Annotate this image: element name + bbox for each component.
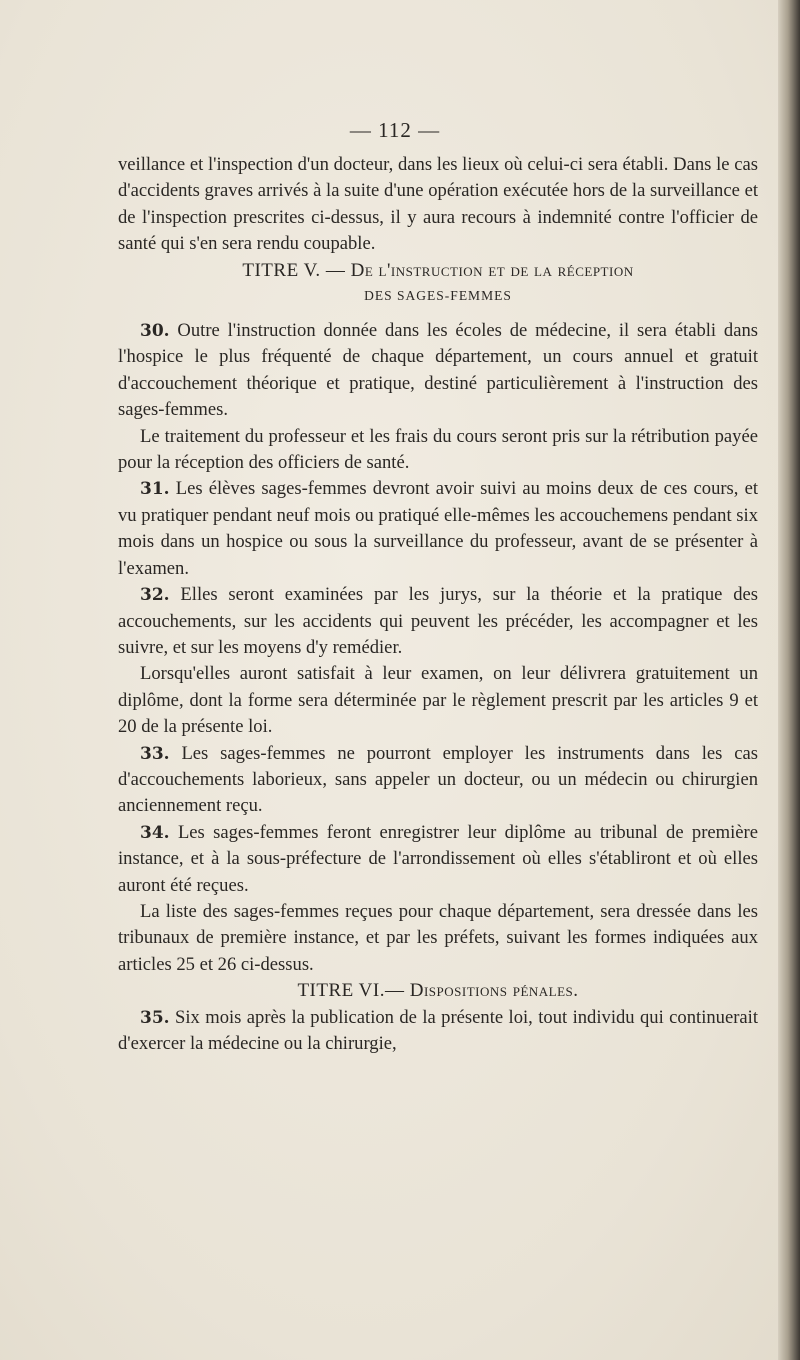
article-text: La liste des sages-femmes reçues pour chaque département, sera dressée dans les tribunaux de première instance, et par les préfets, suivant les formes indiquées aux articles 25 et 26 ci-dessus. bbox=[118, 900, 758, 975]
article-paragraph bbox=[118, 1005, 758, 1058]
article-number: 34. bbox=[140, 822, 170, 843]
article-paragraph bbox=[118, 582, 758, 661]
article-text: Outre l'instruction donnée dans les écoles de médecine, il sera établi dans l'hospice le plus fréquenté de chaque département, un cours annuel et gratuit d'accouchement théorique et pratique, destiné particulièrement à l'instruction des sages-femmes. bbox=[118, 320, 758, 421]
titre-v-subheading: DES SAGES-FEMMES bbox=[364, 288, 512, 304]
titre-vi-heading bbox=[118, 978, 758, 1004]
page-body bbox=[118, 152, 758, 1057]
article-text: Le traitement du professeur et les frais du cours seront pris sur la rétribution payée pour la réception des officiers de santé. bbox=[118, 425, 758, 474]
page-number: — 112 — bbox=[349, 118, 441, 142]
article-number: 31. bbox=[140, 479, 170, 500]
continuation-paragraph bbox=[118, 899, 758, 978]
titre-v-label: TITRE V. bbox=[242, 259, 321, 281]
article-number: 32. bbox=[140, 585, 170, 606]
continuation-paragraph bbox=[118, 424, 758, 477]
titre-v-title: — De l'instruction et de la réception bbox=[325, 259, 634, 281]
article-number: 33. bbox=[140, 743, 170, 764]
article-text: Elles seront examinées par les jurys, sur la théorie et la pratique des accouchements, sur les accidents qui peuvent les précéder, les accompagner et les suivre, et sur les moyens d'y remédier. bbox=[118, 584, 758, 658]
titre-vi-label: TITRE VI.— bbox=[297, 980, 405, 1002]
article-text: Lorsqu'elles auront satisfait à leur examen, on leur délivrera gratuitement un diplôme, dont la forme sera déterminée par le règlement prescrit par les articles 9 et 20 de la présente loi. bbox=[118, 663, 758, 738]
article-paragraph bbox=[118, 741, 758, 820]
titre-v-heading bbox=[118, 258, 758, 284]
book-spine-shadow bbox=[778, 0, 800, 1360]
continuation-paragraph bbox=[118, 661, 758, 740]
titre-vi-title: Dispositions pénales. bbox=[409, 980, 579, 1002]
opening-paragraph: veillance et l'inspection d'un docteur, dans les lieux où celui-ci sera établi. Dans le cas d'accidents graves arrivés à la suite d'une opération exécutée hors de la surveillance et de l'inspection prescrites ci-dessus, il y aura recours à indemnité contre l'officier de santé qui s'en sera rendu coupable. bbox=[118, 154, 758, 255]
article-text: Les sages-femmes feront enregistrer leur diplôme au tribunal de première instance, et à la sous-préfecture de l'arrondissement où elles s'établiront et où elles auront été reçues. bbox=[118, 821, 758, 896]
article-text: Les sages-femmes ne pourront employer les instruments dans les cas d'accouchements laborieux, sans appeler un docteur, ou un médecin ou chirurgien anciennement reçu. bbox=[118, 742, 758, 817]
article-text: Six mois après la publication de la présente loi, tout individu qui continuerait d'exercer la médecine ou la chirurgie, bbox=[118, 1006, 758, 1054]
titre-v-articles bbox=[118, 318, 758, 978]
article-paragraph bbox=[118, 318, 758, 424]
article-number: 30. bbox=[140, 321, 170, 342]
article-paragraph bbox=[118, 820, 758, 899]
article-number: 35. bbox=[140, 1007, 170, 1028]
article-text: Les élèves sages-femmes devront avoir suivi au moins deux de ces cours, et vu pratiquer pendant neuf mois ou pratiqué elle-mêmes les accouchemens pendant six mois dans un hospice ou sous la surveillance du professeur, avant de se présenter à l'examen. bbox=[118, 478, 759, 579]
article-paragraph bbox=[118, 476, 758, 582]
titre-vi-articles bbox=[118, 1005, 758, 1058]
